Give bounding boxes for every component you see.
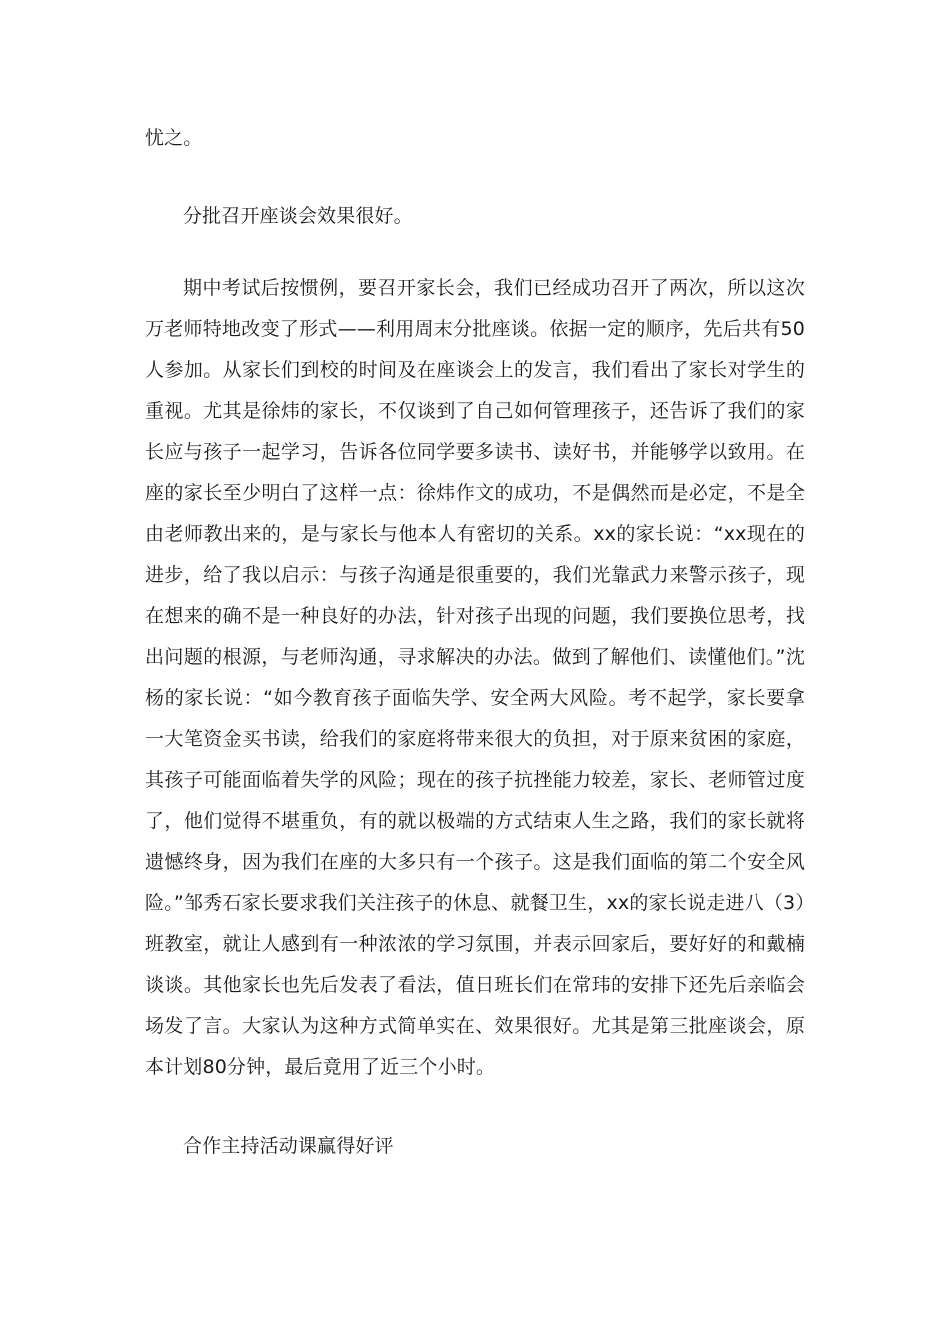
section-heading-seminar: 分批召开座谈会效果很好。 [183,205,413,227]
section-heading-activity: 合作主持活动课赢得好评 [183,1135,394,1157]
paragraph-continuation: 忧之。 [145,127,203,149]
paragraph-body: 期中考试后按惯例，要召开家长会，我们已经成功召开了两次，所以这次万老师特地改变了形式——利用周末分批座谈。依据一定的顺序，先后共有50人参加。从家长们到校的时间及在座谈会上的发言，我们看出了家长对学生的重视。尤其是徐炜的家长，不仅谈到了自己如何管理孩子，还告诉了我们的家长应与孩子一起学习，告诉各位同学要多读书、读好书，并能够学以致用。在座的家长至少明白了这样一点：徐炜作文的成功，不是偶然而是必定，不是全由老师教出来的，是与家长与他本人有密切的关系。xx的家长说：“xx现在的进步，给了我以启示：与孩子沟通是很重要的，我们光靠武力来警示孩子，现在想来的确不是一种良好的办法，针对孩子出现的问题，我们要换位思考，找出问题的根源，与老师沟通，寻求解决的办法。做到了解他们、读懂他们。”沈杨的家长说：“如今教育孩子面临失学、安全两大风险。考不起学，家长要拿一大笔资金买书读，给我们的家庭将带来很大的负担，对于原来贫困的家庭，其孩子可能面临着失学的风险；现在的孩子抗挫能力较差，家长、老师管过度了，他们觉得不堪重负，有的就以极端的方式结束人生之路，我们的家长就将遗憾终身，因为我们在座的大多只有一个孩子。这是我们面临的第二个安全风险。”邹秀石家长要求我们关注孩子的休息、就餐卫生，xx的家长说走进八（3）班教室，就让人感到有一种浓浓的学习氛围，并表示回家后，要好好的和戴楠谈谈。其他家长也先后发表了看法，值日班长们在常玮的安排下还先后亲临会场发了言。大家认为这种方式简单实在、效果很好。尤其是第三批座谈会，原本计划80分钟，最后竟用了近三个小时。 [145,277,805,1078]
